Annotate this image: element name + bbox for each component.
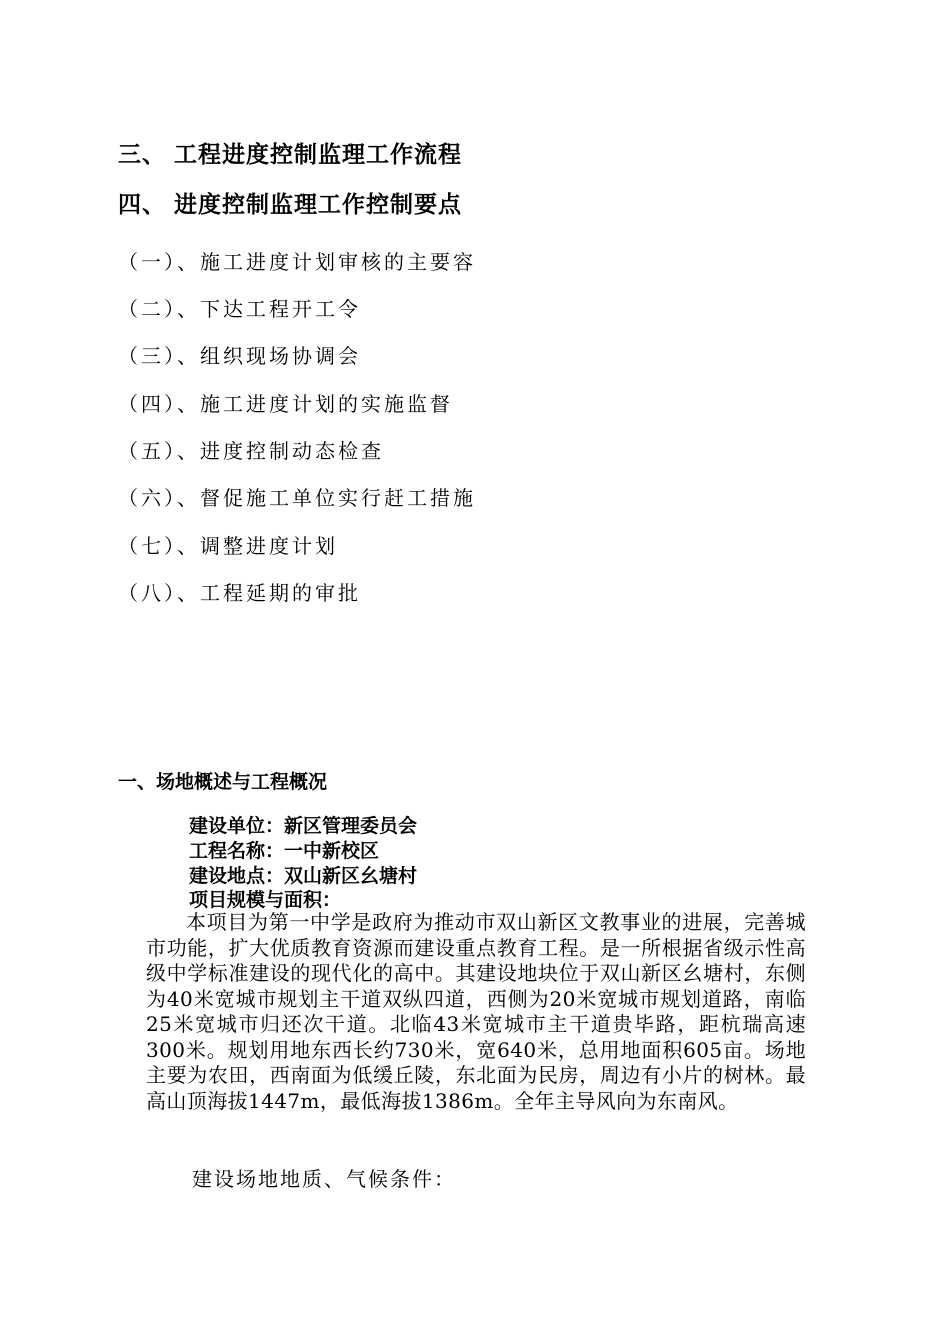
project-description [146,910,806,1114]
section-number: 三、 [118,142,166,168]
section-heading-4 [118,186,462,219]
toc-item: （一）、施工进度计划审核的主要容 [118,250,476,274]
section-number: 四、 [118,192,166,218]
toc-item: （六）、督促施工单位实行赶工措施 [118,486,476,510]
toc-item: （四）、施工进度计划的实施监督 [118,392,453,416]
toc-item: （七）、调整进度计划 [118,534,338,558]
toc-item: （五）、进度控制动态检查 [118,439,384,463]
section-heading-3 [118,136,462,169]
section-title: 工程进度控制监理工作流程 [174,142,462,168]
section-title: 进度控制监理工作控制要点 [174,192,462,218]
description-paragraph: 本项目为第一中学是政府为推动市双山新区文教事业的进展，完善城市功能，扩大优质教育资源而建设重点教育工程。是一所根据省级示性高级中学标准建设的现代化的高中。其建设地块位于双山新区幺塘村，东侧为40米宽城市规划主干道双纵四道，西侧为20米宽城市规划道路，南临25米宽城市归还次干道。北临43米宽城市主干道贵毕路，距杭瑞高速300米。规划用地东西长约730米，宽640米，总用地面积605亩。场地主要为农田，西南面为低缓丘陵，东北面为民房，周边有小片的树林。最高山顶海拔1447m，最低海拔1386m。全年主导风向为东南风。 [146,910,806,1113]
section-1-title: 一、场地概述与工程概况 [118,771,328,793]
toc-item: （二）、下达工程开工令 [118,297,361,321]
info-construction-unit: 建设单位：新区管理委员会 [189,815,418,837]
toc-item: （三）、组织现场协调会 [118,344,361,368]
info-location: 建设地点：双山新区幺塘村 [189,865,418,887]
info-scale-area: 项目规模与面积： [189,889,342,911]
geology-climate-subheading: 建设场地地质、气候条件： [192,1167,456,1191]
info-project-name: 工程名称：一中新校区 [189,840,380,862]
toc-item: （八）、工程延期的审批 [118,581,361,605]
